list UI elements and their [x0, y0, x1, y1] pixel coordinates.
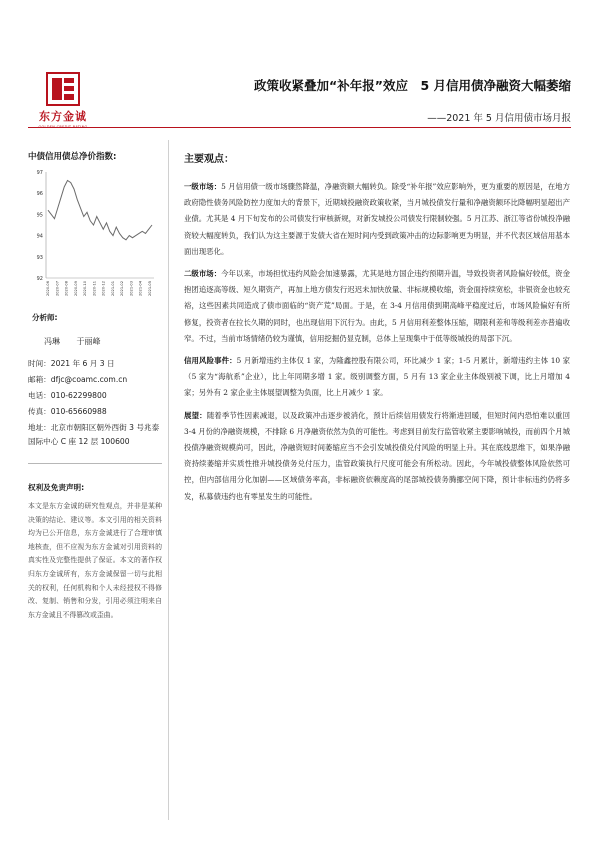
key-points-heading: 主要观点：: [184, 154, 234, 165]
disclaimer-text: 本文是东方金诚的研究性观点，并非是某种决策的结论、建议等。本文引用的相关资料均为已公开信息，东方金诚进行了合理审慎地核查，但不应视为东方金诚对引用资料的真实性及完整性提供了保证。本文的著作权归东方金诚所有，东方金诚保留一切与此相关的权利，任何机构和个人未经授权不得修改、复制、销售和分发，引用必须注明来自东方金诚且不得篡改或歪曲。: [28, 502, 162, 619]
y-tick-label: 93: [36, 254, 43, 261]
y-tick-label: 96: [36, 191, 43, 198]
analyst-list: [44, 336, 115, 347]
chart-title: 中债信用债总净价指数:: [28, 152, 117, 162]
section-text: 5 月信用债一级市场骤然降温，净融资额大幅转负。除受“补年报”效应影响外，更为重要的原因是，在地方政府隐性债务风险防控力度加大的背景下，近期城投融资政策收紧，当月城投债发行量和净融资额环比降幅明显超出产业债。尤其是 4 月下旬发布的公司债发行审核新规，对新发城投公司债发行限制较强。5 月江苏、浙江等省份城投净融资较大幅度转负，我们认为这主要源于发债大省在短时间内受到政策冲击的边际影响更为明显，并不代表区域信用基本面出现恶化。: [184, 182, 570, 256]
y-tick-label: 94: [36, 233, 43, 240]
sidebar-divider: [28, 463, 162, 464]
section-outlook: [184, 408, 570, 505]
analyst-name: 冯琳: [44, 337, 60, 346]
report-subtitle: ——2021 年 5 月信用债市场月报: [427, 113, 571, 124]
x-tick-label: 2021-05: [148, 281, 152, 297]
analyst-heading: 分析师:: [32, 313, 58, 322]
analyst-name: 于丽峰: [76, 337, 101, 346]
logo-mark-icon: [46, 72, 80, 106]
company-logo: [28, 72, 98, 129]
y-tick-label: 95: [36, 212, 43, 219]
section-text: 随着季节性因素减退，以及政策冲击逐步被消化，预计后续信用债发行将渐进回暖，但短时间内恐怕难以重回 3-4 月份的净融资规模，不排除 6 月净融资依然为负的可能性。考虑到目前发行监管收紧主要影响城投，而前四个月城投债净融资规模尚可，因此，净融资短时间萎缩应当不会引发城投债兑付风险的明显上升。其在底线思维下，如果净融资持续萎缩并实质性推升城投债务兑付压力，监管政策执行尺度可能会有所松动。因此，今年城投债整体风险依然可控，但内部信用分化加剧——区域债务率高，非标融资依赖度高的尾部城投债务腾挪空间下降，预计非标违约仍将多发，私募债违约也有零星发生的可能性。: [184, 410, 570, 501]
section-text: 5 月新增违约主体仅 1 家，为隆鑫控股有限公司，环比减少 1 家；1-5 月累计，新增违约主体 10 家（5 家为“海航系”企业），比上年同期多增 1 家。级别调整方面，5 月有 13 家企业主体级别被下调，比上月增加 4 家；另外有 2 家企业主体展望调整为负面，比上月减少 1 家。: [184, 356, 570, 398]
logo-subtitle: GOLDEN CREDIT RATING: [38, 125, 88, 129]
contact-phone: 电话：010-62299800: [28, 391, 107, 400]
x-tick-label: 2021-01: [110, 281, 115, 297]
x-tick-label: 2021-02: [120, 281, 125, 297]
header-divider: [28, 127, 571, 128]
x-tick-label: 2020-10: [83, 281, 88, 297]
x-tick-label: 2020-08: [64, 281, 69, 297]
contact-address: 地址：北京市朝阳区朝外西街 3 号兆泰国际中心 C 座 12 层 100600: [28, 423, 160, 446]
section-label: 展望：: [184, 410, 207, 420]
section-text: 今年以来，市场担忧违约风险会加速暴露，尤其是地方国企违约预期升温，导致投资者风险偏好较低，资金抱团追逐高等级、短久期资产，再加上地方债发行迟迟未加快放量、非标规模收缩，资金面持续宽松，非银资金也较充裕，这些因素共同造成了债市面临的“资产荒”局面。于是，在 3-4 月信用债到期高峰平稳度过后，市场风险偏好有所修复，投资者在拉长久期的同时，也出现信用下沉行为。由此，5 月信用利差整体压缩，期限利差和等级利差亦普遍收窄。不过，当前市场情绪仍较为谨慎，信用挖掘仍显克制，总体上呈现集中于低等级城投的局部下沉。: [184, 269, 570, 343]
contact-email: 邮箱：dfjc@coamc.com.cn: [28, 375, 128, 384]
disclaimer-title: 权利及免责声明:: [28, 483, 85, 492]
x-tick-label: 2020-07: [55, 281, 60, 297]
series-line: [48, 180, 152, 239]
y-tick-label: 92: [36, 276, 43, 282]
x-tick-label: 2021-04: [138, 281, 143, 297]
x-tick-label: 2020-06: [46, 281, 50, 297]
publish-date: 时间：2021 年 6 月 3 日: [28, 359, 115, 368]
x-tick-label: 2020-11: [92, 281, 97, 297]
column-divider: [168, 140, 169, 820]
contact-fax: 传真：010-65660988: [28, 407, 107, 416]
section-label: 二级市场：: [184, 269, 222, 279]
sidebar: [28, 150, 160, 306]
index-chart: [28, 166, 158, 306]
section-primary-market: [184, 179, 570, 260]
x-tick-label: 2020-12: [101, 281, 106, 297]
x-tick-label: 2021-03: [129, 281, 134, 297]
y-tick-label: 97: [36, 170, 43, 176]
x-tick-label: 2020-09: [73, 281, 78, 297]
section-label: 一级市场：: [184, 182, 222, 191]
section-secondary-market: [184, 266, 570, 347]
report-title: 政策收紧叠加“补年报”效应 5 月信用债净融资大幅萎缩: [254, 78, 571, 93]
contact-info: [28, 356, 162, 449]
logo-name: 东方金诚: [39, 110, 87, 123]
section-credit-risk-events: [184, 353, 570, 402]
index-chart-svg: [28, 166, 158, 306]
section-label: 信用风险事件：: [184, 356, 237, 366]
main-content: [184, 150, 570, 511]
